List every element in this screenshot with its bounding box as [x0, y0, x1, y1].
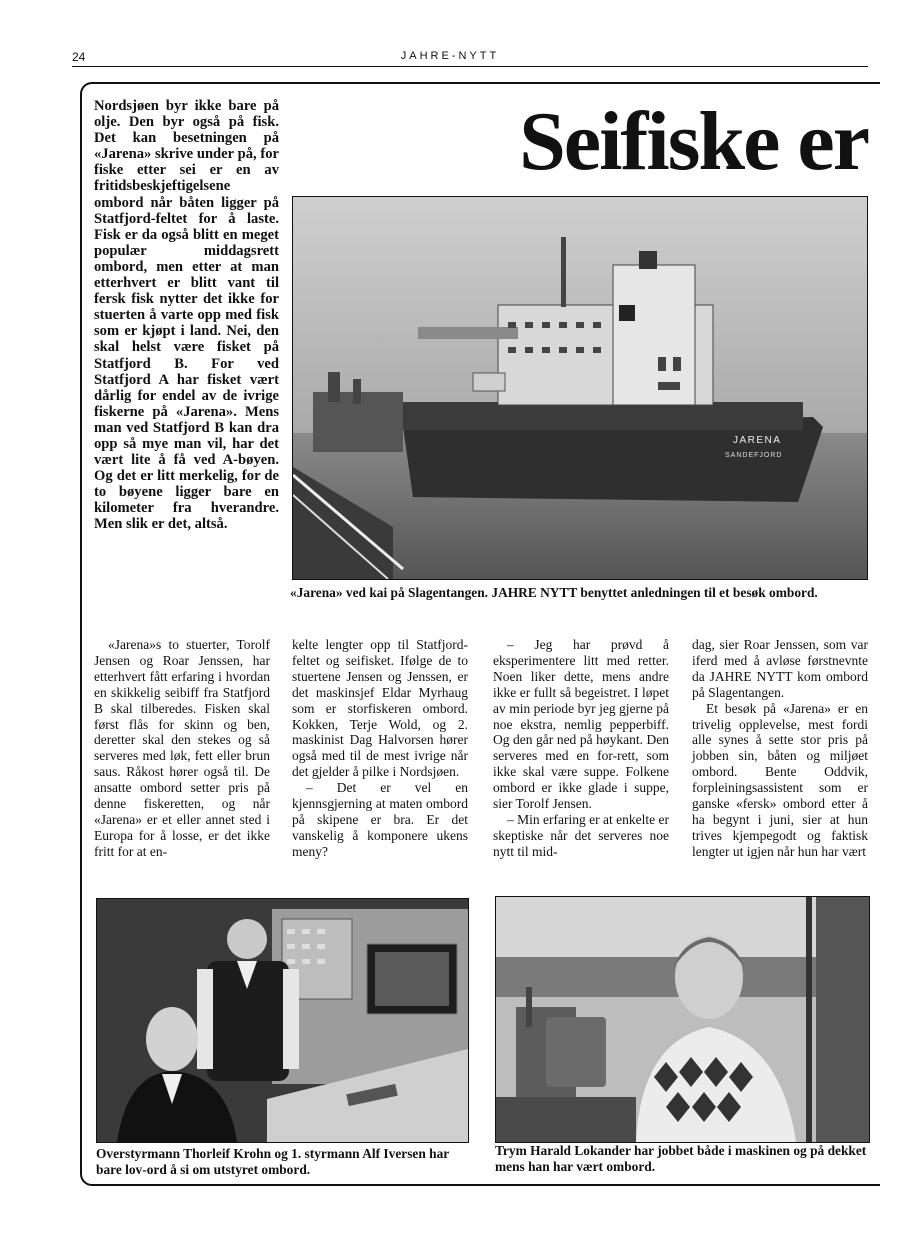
article-headline: Seifiske er [519, 95, 868, 188]
paragraph: «Jarena»s to stuerter, Torolf Jensen og Roar Jenssen, har etterhvert fått erfaring i hvordan en skikkelig seibiff fra Statfjord B skal tilberedes. Fisken skal først flås for skinn og ben, deretter skal den stekes og så serveres med løk, fett eller brun saus. Råkost hører også til. De ansatte ombord setter pris på denne fiskeretten, og når «Jarena» er et eller annet sted i Europa for å losse, er det ikke fritt for at en- [94, 637, 270, 859]
header-rule [72, 66, 868, 67]
hull-name: JARENA [733, 435, 782, 446]
officers-photo-caption: Overstyrmann Thorleif Krohn og 1. styrmann Alf Iversen har bare lov-ord å si om utstyret ombord. [96, 1146, 449, 1177]
paragraph: – Min erfaring er at enkelte er skeptiske når det serveres noe nytt til mid- [493, 811, 669, 859]
crewman-photo [495, 896, 870, 1143]
paragraph: kelte lengter opp til Statfjord-feltet og seifisket. Ifølge de to stuertene Jensen og Jenssen, er det maskinsjef Eldar Myrhaug som er storfiskeren ombord. Kokken, Terje Wold, og 2. maskinist Dag Halvorsen hører også med til de mest ivrige når det gjelder å pilke i Nordsjøen. [292, 637, 468, 780]
crewman-photo-caption: Trym Harald Lokander har jobbet både i maskinen og på dekket mens han har vært ombord. [495, 1143, 867, 1174]
ship-photo [292, 196, 868, 580]
body-column-2 [292, 637, 468, 860]
officers-photo [96, 898, 469, 1143]
article-intro: Nordsjøen byr ikke bare på olje. Den byr også på fisk. Det kan besetningen på «Jarena» skrive under på, for fiske etter sei er en av fritidsbeskjeftigelsene ombord når båten ligger på Statfjord-feltet for å laste. Fisk er da også blitt en meget populær middagsrett ombord, men etter at man etterhvert er blitt vant til fersk fisk nytter det ikke for stuerten å varte opp med fisk som er kjøpt i land. Nei, den skal helst være fisket på Statfjord B. For ved Statfjord A har fisket vært dårlig for endel av de ivrige fiskerne på «Jarena». Mens man ved Statfjord B kan dra opp så mye man vil, har det vært lite å få ved A-bøyen. Og det er litt merkelig, for de to bøyene ligger bare en kilometer fra hverandre. Men slik er det, altså. [94, 98, 279, 533]
paragraph: dag, sier Roar Jenssen, som var iferd med å avløse førstnevnte da JAHRE NYTT kom ombord på Slagentangen. [692, 637, 868, 700]
body-column-4 [692, 637, 868, 860]
page-number: 24 [72, 50, 86, 64]
paragraph: Et besøk på «Jarena» er en trivelig opplevelse, mest fordi alle synes å sette stor pris på jobben sin, båten og miljøet ombord. Bente Oddvik, forpleiningsassistent som er ganske «fersk» ombord etter å ha begynt i juni, sier at hun trives kjempegodt og faktisk lengter ut igjen når hun har vært [692, 700, 868, 859]
running-header: JAHRE-NYTT [400, 50, 500, 62]
paragraph: – Det er vel en kjennsgjerning at maten ombord på skipene er bra. Er det vanskelig å komponere ukens meny? [292, 780, 468, 859]
body-column-1 [94, 637, 270, 860]
hull-port: SANDEFJORD [725, 452, 783, 459]
ship-photo-caption: «Jarena» ved kai på Slagentangen. JAHRE NYTT benyttet anledningen til et besøk ombord. [290, 585, 818, 600]
body-column-3 [493, 637, 669, 860]
paragraph: – Jeg har prøvd å eksperimentere litt med retter. Noen liker dette, mens andre ikke er fullt så begeistret. I løpet av min periode byr jeg gjerne på noe ekstra, nemlig pepperbiff. Og den går ned på høykant. Den serveres med en for-rett, som ikke skal være suppe. Folkene ombord er ikke glade i suppe, sier Torolf Jensen. [493, 637, 669, 812]
